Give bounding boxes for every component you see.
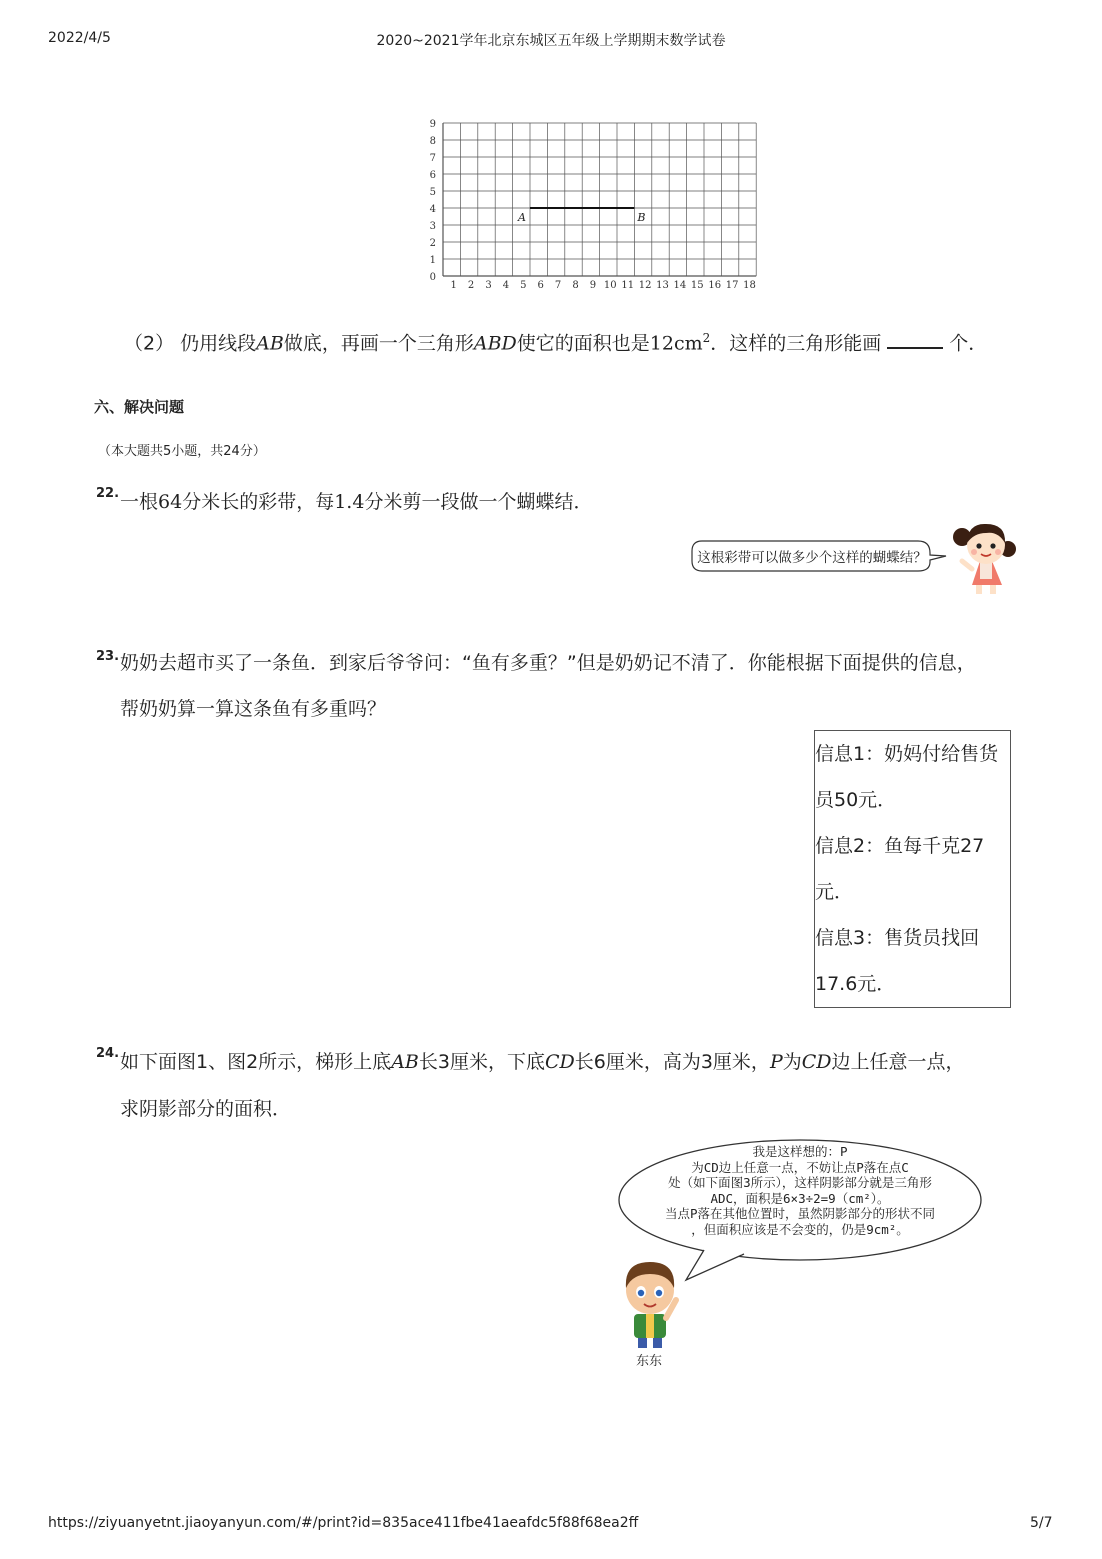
bubble-line: 处（如下面图3所示），这样阴影部分就是三角形 — [668, 1175, 932, 1190]
info-line: 信息2：鱼每千克27 — [815, 835, 985, 857]
x-tick-label: 6 — [537, 280, 544, 291]
segment-ab: AB — [256, 332, 284, 355]
info-line: 元． — [815, 881, 854, 903]
x-tick-label: 16 — [708, 280, 722, 291]
info-line: 信息3：售货员找回 — [815, 927, 980, 949]
boy-name-label: 东东 — [636, 1354, 663, 1369]
q21-part2-text — [124, 326, 987, 355]
x-tick-label: 8 — [572, 280, 579, 291]
answer-blank[interactable] — [887, 329, 943, 349]
q24-p: P — [769, 1051, 783, 1073]
y-tick-label: 0 — [429, 272, 436, 283]
q22-t3: 分米剪一段做一个蝴蝶结． — [364, 491, 593, 513]
x-tick-label: 13 — [656, 280, 669, 291]
y-tick-label: 2 — [429, 238, 436, 249]
q21-mid3: ．这样的三角形能画 — [710, 332, 882, 355]
point-a-label: A — [518, 211, 526, 224]
q22-t2: 分米长的彩带，每 — [182, 491, 335, 513]
bubble-line: 为CD边上任意一点，不妨让点P落在点C — [691, 1159, 909, 1175]
q22-text — [120, 490, 592, 514]
q22-t1: 一根 — [120, 491, 159, 513]
page-header-title: 2020~2021学年北京东城区五年级上学期期末数学试卷 — [376, 33, 726, 49]
x-tick-label: 12 — [638, 280, 652, 291]
bubble-line: 我是这样想的：P — [752, 1144, 848, 1159]
q21-mid1: 做底，再画一个三角形 — [283, 332, 474, 355]
q23-line2: 帮奶奶算一算这条鱼有多重吗？ — [120, 698, 387, 720]
y-tick-label: 3 — [429, 221, 436, 232]
x-tick-label: 15 — [690, 280, 704, 291]
q24-t4: 为 — [782, 1051, 802, 1073]
point-b-label: B — [637, 211, 646, 224]
page-number: 5/7 — [1030, 1515, 1053, 1531]
q24-t1: 如下面图1、图2所示，梯形上底 — [120, 1051, 392, 1073]
y-tick-label: 7 — [429, 153, 436, 164]
area-unit: cm — [673, 332, 703, 355]
y-tick-label: 6 — [429, 170, 436, 181]
area-exponent: 2 — [702, 331, 711, 345]
print-date: 2022/4/5 — [48, 30, 111, 46]
x-tick-label: 14 — [673, 280, 687, 291]
y-tick-label: 8 — [429, 136, 436, 147]
q24-t2: 长3厘米，下底 — [418, 1051, 545, 1073]
x-tick-label: 11 — [621, 280, 635, 291]
x-tick-label: 10 — [603, 280, 617, 291]
y-tick-label: 9 — [429, 119, 436, 130]
y-tick-label: 5 — [429, 187, 436, 198]
x-tick-label: 3 — [485, 280, 492, 291]
boy-illustration-icon — [612, 1256, 688, 1352]
x-tick-label: 5 — [520, 280, 527, 291]
q23-line1: 奶奶去超市买了一条鱼．到家后爷爷问：“鱼有多重？”但是奶奶记不清了．你能根据下面提供的信息， — [120, 652, 976, 674]
coordinate-grid — [420, 110, 780, 295]
info-line: 17.6元． — [815, 973, 896, 995]
question-number-24: 24. — [96, 1046, 120, 1061]
q24-t5: 边上任意一点， — [831, 1051, 965, 1073]
q22-bubble-text: 这根彩带可以做多少个这样的蝴蝶结？ — [697, 550, 927, 566]
y-tick-label: 4 — [429, 204, 436, 215]
bubble-line: ，但面积应该是不会变的，仍是9cm²。 — [691, 1221, 909, 1237]
q24-cd2: CD — [801, 1051, 832, 1073]
page-url: https://ziyuanyetnt.jiaoyanyun.com/#/print?id=835ace411fbe41aeafdc5f88f68ea2ff — [48, 1515, 639, 1531]
info-line: 信息1：奶妈付给售货 — [815, 743, 999, 765]
info-box — [814, 730, 1011, 1008]
q24-line2: 求阴影部分的面积． — [120, 1098, 292, 1120]
triangle-abd: ABD — [473, 332, 517, 355]
x-tick-label: 18 — [743, 280, 756, 291]
q24-bubble-text — [612, 1144, 988, 1237]
x-tick-label: 7 — [554, 280, 562, 291]
section-note: （本大题共5小题，共24分） — [98, 444, 266, 459]
area-number: 12 — [649, 332, 674, 355]
q24-ab: AB — [391, 1051, 419, 1073]
info-line: 员50元． — [815, 789, 897, 811]
q22-length: 64 — [158, 491, 183, 513]
x-tick-label: 2 — [467, 280, 475, 291]
girl-illustration-icon — [950, 515, 1020, 597]
q24-cd: CD — [544, 1051, 575, 1073]
q21-prefix: （2） 仍用线段 — [124, 332, 257, 355]
x-tick-label: 1 — [450, 280, 457, 291]
q21-suffix: 个． — [949, 332, 988, 355]
x-tick-label: 9 — [589, 280, 597, 291]
x-tick-label: 17 — [725, 280, 739, 291]
bubble-line: ADC，面积是6×3÷2=9（cm²）。 — [710, 1190, 890, 1206]
question-number-22: 22. — [96, 486, 120, 501]
q22-segment: 1.4 — [334, 491, 365, 513]
bubble-line: 当点P落在其他位置时，虽然阴影部分的形状不同 — [664, 1206, 936, 1221]
q24-t3: 长6厘米，高为3厘米， — [574, 1051, 770, 1073]
x-tick-label: 4 — [502, 280, 510, 291]
question-number-23: 23. — [96, 649, 120, 664]
q24-line1 — [120, 1050, 965, 1074]
section-title: 六、解决问题 — [94, 398, 185, 416]
q21-mid2: 使它的面积也是 — [516, 332, 650, 355]
y-tick-label: 1 — [429, 255, 436, 266]
